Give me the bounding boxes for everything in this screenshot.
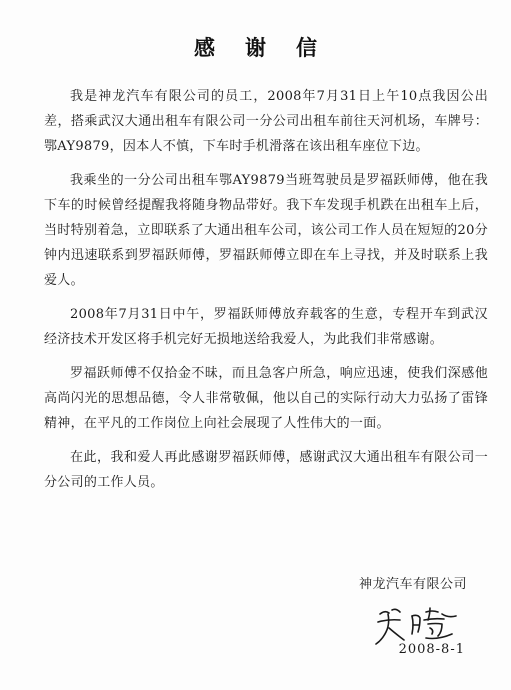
letter-title: 感谢信 [194, 35, 347, 60]
paragraph-1: 我是神龙汽车有限公司的员工，2008年7月31日上午10点我因公出差，搭乘武汉大通出租车有限公司一分公司出租车前往天河机场，车牌号：鄂AY9879，因本人不慎，下车时手机滑落在该出租车座位下边。 [44, 89, 488, 154]
letter-date: 2008-8-1 [398, 642, 465, 657]
paragraph-5: 在此，我和爱人再此感谢罗福跃师傅，感谢武汉大通出租车有限公司一分公司的工作人员。 [44, 450, 488, 490]
paragraph-2: 我乘坐的一分公司出租车鄂AY9879当班驾驶员是罗福跃师傅，他在我下车的时候曾经提醒我将随身物品带好。我下车发现手机跌在出租车上后，当时特别着急，立即联系了大通出租车公司，该公司工作人员在短短的20分钟内迅速联系到罗福跃师傅，罗福跃师傅立即在车上寻找，并及时联系上我爱人。 [44, 173, 488, 288]
paragraph-4: 罗福跃师傅不仅拾金不昧，而且急客户所急，响应迅速，使我们深感他高尚闪光的思想品德，令人非常敬佩，他以自己的实际行动大力弘扬了雷锋精神，在平凡的工作岗位上向社会展现了人性伟大的一面。 [44, 366, 488, 431]
company-name: 神龙汽车有限公司 [358, 577, 467, 592]
letter-body [44, 84, 488, 504]
paragraph-3: 2008年7月31日中午，罗福跃师傅放弃载客的生意，专程开车到武汉经济技术开发区将手机完好无损地送给我爱人，为此我们非常感谢。 [44, 307, 488, 347]
